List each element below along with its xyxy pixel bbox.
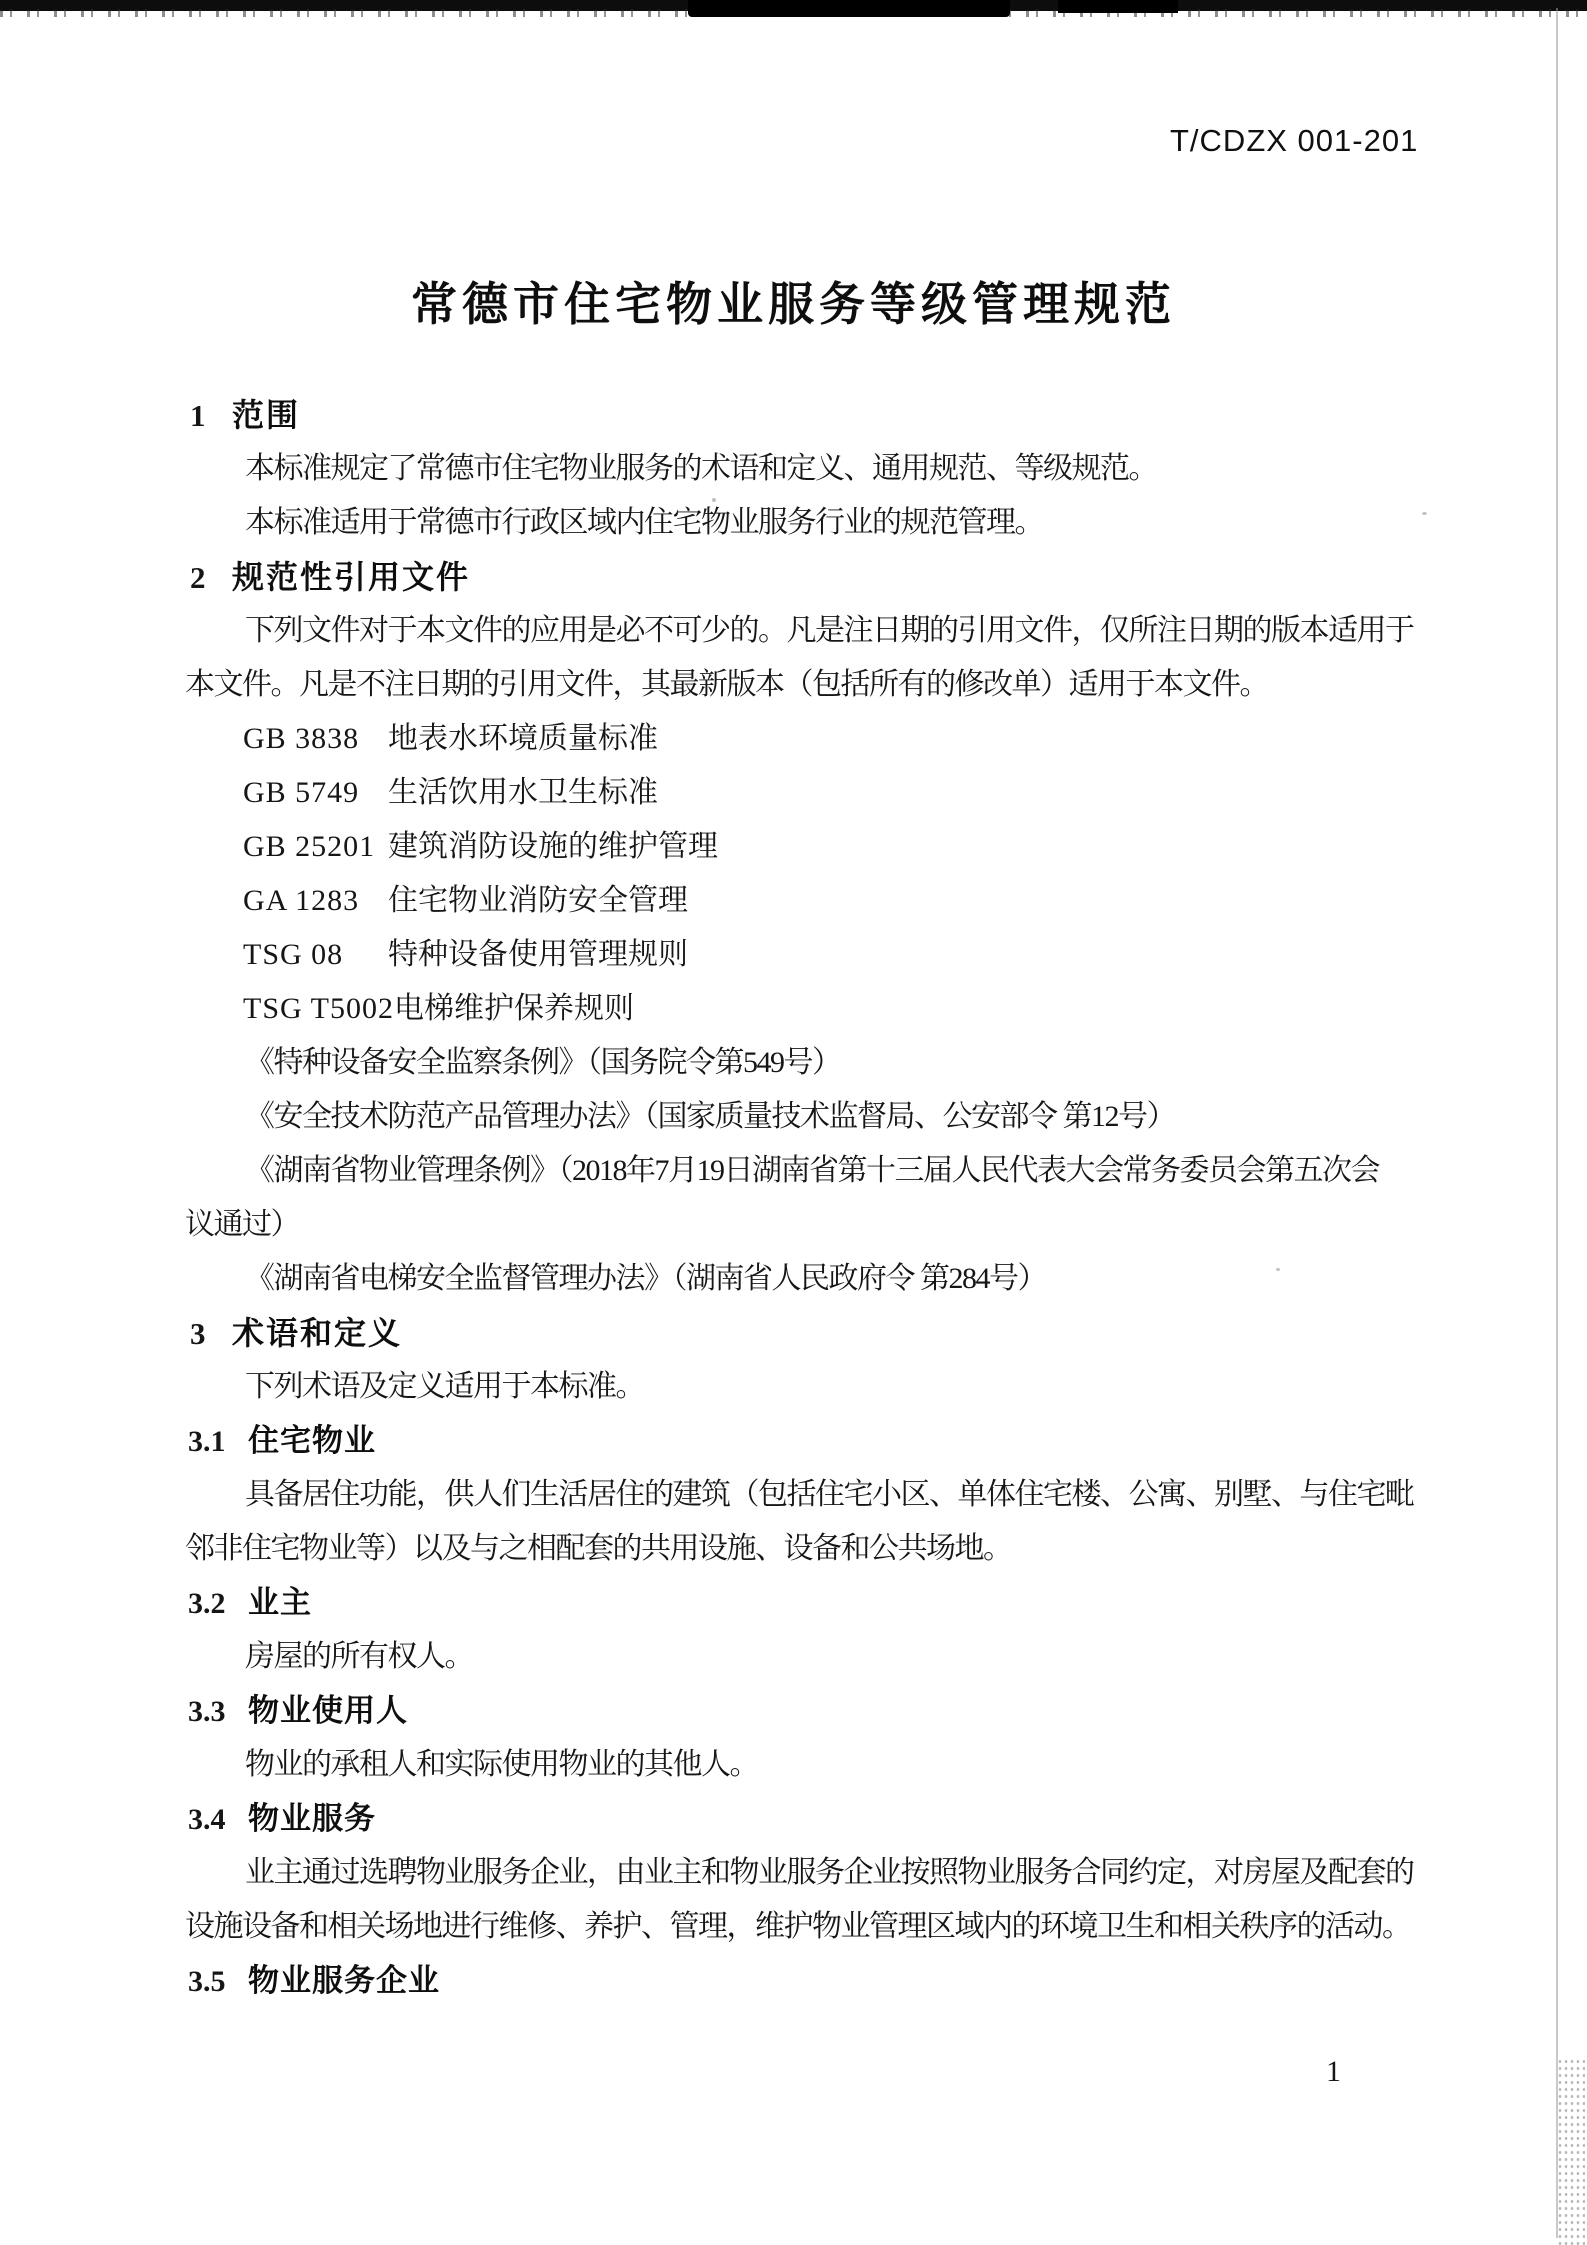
definition-line: 具备居住功能，供人们生活居住的建筑（包括住宅小区、单体住宅楼、公寓、别墅、与住宅毗 <box>245 1478 1414 1511</box>
citation-line: 《安全技术防范产品管理办法》（国家质量技术监督局、公安部令 第12号） <box>245 1100 1175 1133</box>
reference-title: 电梯维护保养规则 <box>393 992 634 1025</box>
reference-item <box>185 712 1417 766</box>
definition-line: 房屋的所有权人。 <box>245 1640 473 1673</box>
term-number: 3.2 <box>188 1587 226 1620</box>
term-3-1-heading <box>185 1414 1417 1468</box>
definition-line: 邻非住宅物业等）以及与之相配套的共用设施、设备和公共场地。 <box>185 1532 1012 1565</box>
term-title: 住宅物业 <box>248 1423 376 1458</box>
section-title: 术语和定义 <box>232 1315 403 1351</box>
document-body <box>185 388 1417 2008</box>
reference-code: GA 1283 <box>243 884 360 917</box>
term-3-2-heading <box>185 1576 1417 1630</box>
section-number: 2 <box>190 560 206 595</box>
section-title: 范围 <box>232 397 301 433</box>
section-3-heading <box>185 1306 1417 1360</box>
paragraph-line: 本文件。凡是不注日期的引用文件，其最新版本（包括所有的修改单）适用于本文件。 <box>185 668 1268 701</box>
section-number: 3 <box>190 1316 206 1351</box>
term-3-3-heading <box>185 1684 1417 1738</box>
paragraph-line: 本标准适用于常德市行政区域内住宅物业服务行业的规范管理。 <box>245 506 1043 539</box>
term-3-4-heading <box>185 1792 1417 1846</box>
citation-line: 《特种设备安全监察条例》（国务院令第549号） <box>245 1046 841 1079</box>
term-number: 3.5 <box>188 1965 226 1998</box>
citation-line: 《湖南省电梯安全监督管理办法》（湖南省人民政府令 第284号） <box>245 1262 1046 1295</box>
standard-code: T/CDZX 001-201 <box>1170 123 1419 158</box>
scan-artifact-right-speckle <box>1557 2058 1585 2245</box>
page-number: 1 <box>1326 2055 1341 2088</box>
definition-line: 业主通过选聘物业服务企业，由业主和物业服务企业按照物业服务合同约定，对房屋及配套的 <box>245 1856 1414 1889</box>
reference-item <box>185 766 1417 820</box>
reference-code: GB 5749 <box>243 776 360 809</box>
term-number: 3.4 <box>188 1803 226 1836</box>
section-number: 1 <box>190 398 206 433</box>
document-title: 常德市住宅物业服务等级管理规范 <box>411 278 1176 330</box>
reference-item <box>185 820 1417 874</box>
reference-title: 住宅物业消防安全管理 <box>388 884 688 917</box>
section-2-heading <box>185 550 1417 604</box>
citation-line: 议通过） <box>185 1208 299 1241</box>
term-number: 3.1 <box>188 1425 226 1458</box>
paragraph-line: 下列文件对于本文件的应用是必不可少的。凡是注日期的引用文件，仅所注日期的版本适用于 <box>245 614 1414 647</box>
paragraph-line: 下列术语及定义适用于本标准。 <box>245 1370 644 1403</box>
reference-code: GB 3838 <box>243 722 360 755</box>
paragraph-line: 本标准规定了常德市住宅物业服务的术语和定义、通用规范、等级规范。 <box>245 452 1157 485</box>
section-title: 规范性引用文件 <box>232 559 471 595</box>
reference-item <box>185 982 1417 1036</box>
reference-item <box>185 874 1417 928</box>
term-3-5-heading <box>185 1954 1417 2008</box>
scan-artifact-right-edge-line <box>1556 8 1558 2238</box>
scan-artifact-top-blob-2 <box>1058 0 1178 13</box>
section-1-heading <box>185 388 1417 442</box>
term-title: 物业服务 <box>248 1801 376 1836</box>
reference-code: TSG 08 <box>243 938 344 971</box>
definition-line: 物业的承租人和实际使用物业的其他人。 <box>245 1748 758 1781</box>
term-title: 业主 <box>248 1585 312 1620</box>
term-title: 物业使用人 <box>248 1693 408 1728</box>
reference-title: 特种设备使用管理规则 <box>388 938 688 971</box>
citation-line: 《湖南省物业管理条例》（2018年7月19日湖南省第十三届人民代表大会常务委员会第五次会 <box>245 1154 1379 1187</box>
reference-item <box>185 928 1417 982</box>
reference-title: 生活饮用水卫生标准 <box>388 776 658 809</box>
term-number: 3.3 <box>188 1695 226 1728</box>
term-title: 物业服务企业 <box>248 1963 440 1998</box>
definition-line: 设施设备和相关场地进行维修、养护、管理，维护物业管理区域内的环境卫生和相关秩序的活动。 <box>185 1910 1411 1943</box>
reference-title: 地表水环境质量标准 <box>388 722 658 755</box>
scan-artifact-top-blob <box>688 0 1010 17</box>
reference-code: TSG T5002 <box>243 992 394 1025</box>
reference-code: GB 25201 <box>243 830 376 863</box>
reference-title: 建筑消防设施的维护管理 <box>388 830 718 863</box>
scan-speck <box>1422 512 1427 515</box>
